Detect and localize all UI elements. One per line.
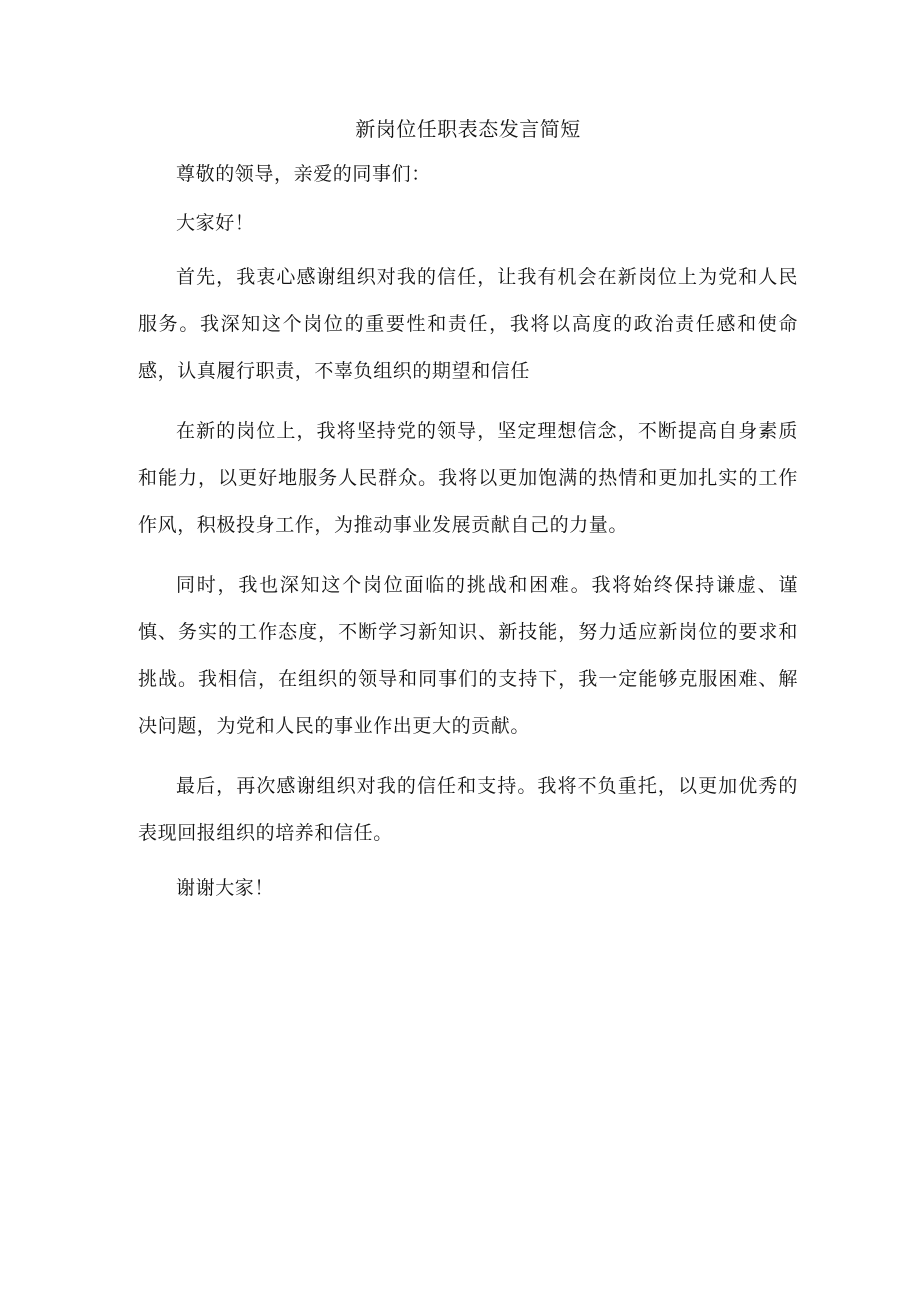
closing-paragraph: 谢谢大家！	[176, 877, 275, 899]
body-paragraph-3: 同时，我也深知这个岗位面临的挑战和困难。我将始终保持谦虚、谨慎、务实的工作态度，不断学习新知识、新技能，努力适应新岗位的要求和挑战。我相信，在组织的领导和同事们的支持下，我一定能够克服困难、解决问题，为党和人民的事业作出更大的贡献。	[138, 574, 798, 737]
greeting-paragraph: 大家好！	[176, 212, 255, 234]
body-paragraph-1: 首先，我衷心感谢组织对我的信任，让我有机会在新岗位上为党和人民服务。我深知这个岗位的重要性和责任，我将以高度的政治责任感和使命感，认真履行职责，不辜负组织的期望和信任	[138, 266, 798, 382]
salutation-paragraph: 尊敬的领导，亲爱的同事们：	[176, 163, 431, 185]
document-page	[138, 114, 798, 919]
body-paragraph-4: 最后，再次感谢组织对我的信任和支持。我将不负重托，以更加优秀的表现回报组织的培养和信任。	[138, 775, 798, 844]
body-paragraph-2: 在新的岗位上，我将坚持党的领导，坚定理想信念，不断提高自身素质和能力，以更好地服务人民群众。我将以更加饱满的热情和更加扎实的工作作风，积极投身工作，为推动事业发展贡献自己的力量。	[138, 420, 798, 536]
document-title: 新岗位任职表态发言简短	[355, 117, 581, 141]
